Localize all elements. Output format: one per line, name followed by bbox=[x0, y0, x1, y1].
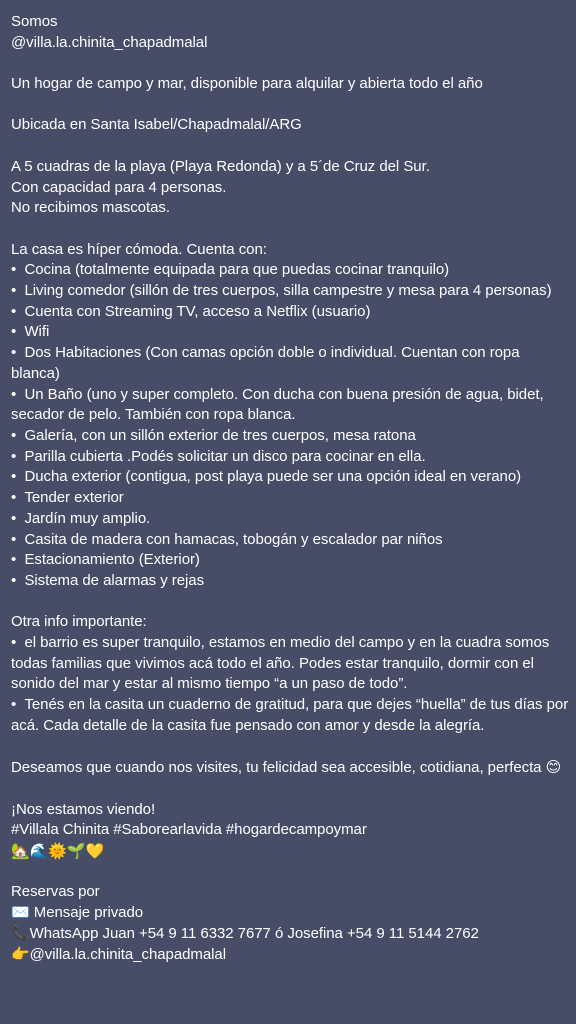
post-text bbox=[11, 12, 569, 965]
spacer bbox=[11, 95, 569, 116]
hashtags: #Villala Chinita #Saborearlavida #hogardecampoymar bbox=[11, 821, 367, 839]
spacer bbox=[11, 592, 569, 613]
intro-pets: No recibimos mascotas. bbox=[11, 199, 170, 217]
closing-greeting: ¡Nos estamos viendo! bbox=[11, 800, 156, 818]
spacer bbox=[11, 862, 569, 883]
amenity-item: • Galería, con un sillón exterior de tres cuerpos, mesa ratona bbox=[11, 426, 569, 447]
amenity-item: • Cuenta con Streaming TV, acceso a Netflix (usuario) bbox=[11, 302, 569, 323]
spacer bbox=[11, 53, 569, 74]
spacer bbox=[11, 779, 569, 800]
amenities-heading: La casa es híper cómoda. Cuenta con: bbox=[11, 240, 267, 258]
reservas-heading: Reservas por bbox=[11, 883, 100, 901]
intro-tagline: Un hogar de campo y mar, disponible para alquilar y abierta todo el año bbox=[11, 75, 483, 93]
spacer bbox=[11, 136, 569, 157]
amenity-item: • Wifi bbox=[11, 322, 569, 343]
smiling-face-icon: 😊 bbox=[545, 758, 562, 777]
amenity-item: • Dos Habitaciones (Con camas opción doble o individual. Cuentan con ropa blanca) bbox=[11, 343, 569, 384]
other-info-item: • Tenés en la casita un cuaderno de gratitud, para que dejes “huella” de tus días por acá. Cada detalle de la casita fue pensado con amor y desde la alegría. bbox=[11, 695, 569, 736]
amenity-item: • Estacionamiento (Exterior) bbox=[11, 550, 569, 571]
amenity-item: • Un Baño (uno y super completo. Con ducha con buena presión de agua, bidet, secador de pelo. También con ropa blanca. bbox=[11, 385, 569, 426]
intro-handle: @villa.la.chinita_chapadmalal bbox=[11, 33, 208, 51]
amenity-item: • Jardín muy amplio. bbox=[11, 509, 569, 530]
amenity-item: • Parilla cubierta .Podés solicitar un disco para cocinar en ella. bbox=[11, 447, 569, 468]
amenity-item: • Sistema de alarmas y rejas bbox=[11, 571, 569, 592]
spacer bbox=[11, 737, 569, 758]
spacer bbox=[11, 219, 569, 240]
wish-sentence: Deseamos que cuando nos visites, tu felicidad sea accesible, cotidiana, perfecta bbox=[11, 759, 542, 777]
amenity-item: • Ducha exterior (contigua, post playa puede ser una opción ideal en verano) bbox=[11, 467, 569, 488]
wish-text bbox=[11, 757, 569, 779]
intro-location: Ubicada en Santa Isabel/Chapadmalal/ARG bbox=[11, 116, 302, 134]
other-info-heading: Otra info importante: bbox=[11, 613, 147, 631]
intro-somos: Somos bbox=[11, 13, 58, 30]
intro-distance: A 5 cuadras de la playa (Playa Redonda) y a 5´de Cruz del Sur. bbox=[11, 157, 430, 175]
house-wave-sun-sprout-heart-icon: 🏡🌊🌞🌱💛 bbox=[11, 842, 105, 861]
amenity-item: • Casita de madera con hamacas, tobogán y escalador par niños bbox=[11, 530, 569, 551]
other-info-item: • el barrio es super tranquilo, estamos en medio del campo y en la cuadra somos todas familias que vivimos acá todo el año. Podes estar tranquilo, dormir con el sonido del mar y estar al mismo tiempo “a un paso de todo”. bbox=[11, 633, 569, 695]
amenity-item: • Living comedor (sillón de tres cuerpos, silla campestre y mesa para 4 personas) bbox=[11, 281, 569, 302]
reservas-message: ✉️ Mensaje privado bbox=[11, 904, 144, 922]
reservas-whatsapp: 📞WhatsApp Juan +54 9 11 6332 7677 ó Josefina +54 9 11 5144 2762 bbox=[11, 924, 479, 942]
amenity-item: • Cocina (totalmente equipada para que puedas cocinar tranquilo) bbox=[11, 260, 569, 281]
amenity-item: • Tender exterior bbox=[11, 488, 569, 509]
intro-capacity: Con capacidad para 4 personas. bbox=[11, 178, 227, 196]
reservas-handle: 👉@villa.la.chinita_chapadmalal bbox=[11, 945, 227, 963]
